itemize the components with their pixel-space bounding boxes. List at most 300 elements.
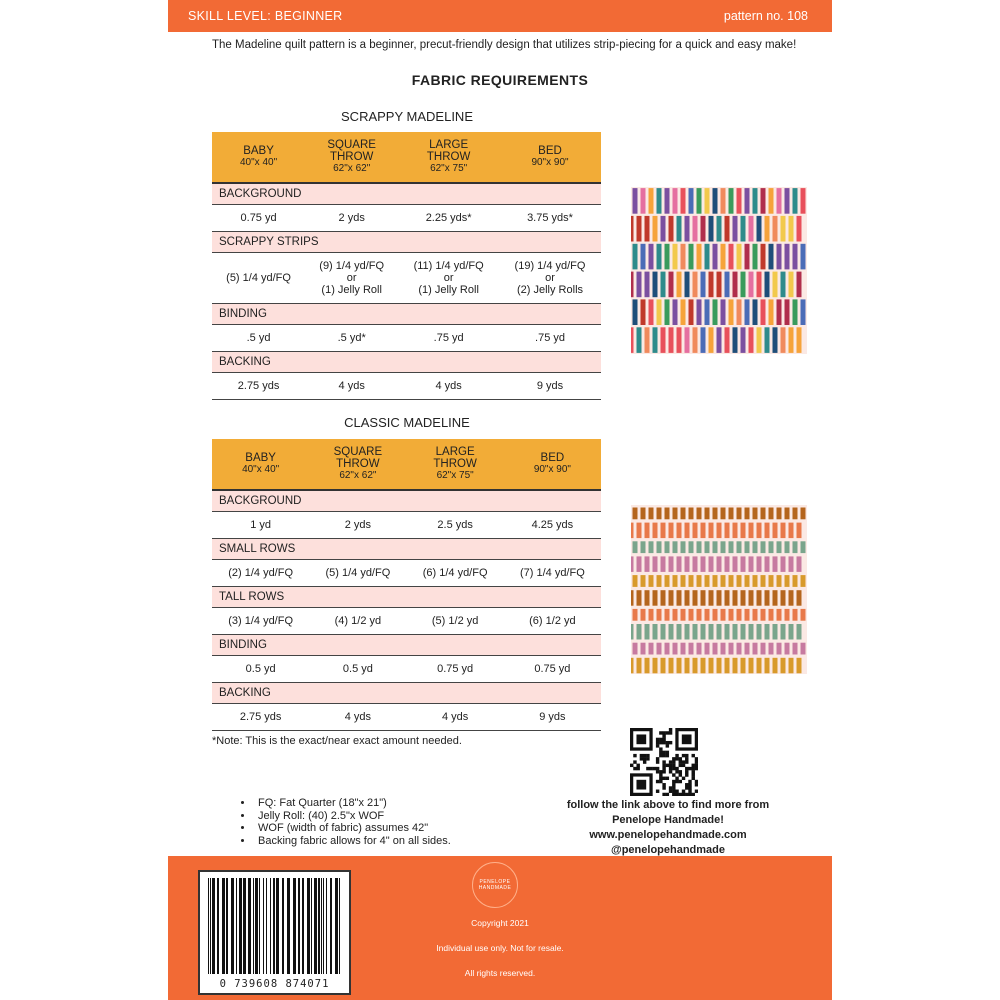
table-cell: 2.75 yds bbox=[212, 373, 305, 400]
quilt-strip bbox=[773, 556, 778, 572]
quilt-strip bbox=[781, 523, 786, 539]
quilt-strip bbox=[633, 188, 638, 214]
quilt-strip bbox=[777, 609, 782, 621]
quilt-strip bbox=[633, 609, 638, 621]
table-cell: 0.75 yd bbox=[212, 205, 305, 232]
quilt-strip bbox=[665, 299, 670, 325]
quilt-strip bbox=[705, 244, 710, 270]
qr-code-icon[interactable] bbox=[630, 728, 698, 796]
quilt-strip bbox=[753, 244, 758, 270]
quilt-strip bbox=[689, 188, 694, 214]
quilt-strip bbox=[733, 216, 738, 242]
quilt-strip bbox=[789, 272, 794, 298]
quilt-strip bbox=[765, 658, 770, 674]
table-cell: (4) 1/2 yd bbox=[309, 608, 406, 635]
quilt-strip bbox=[701, 327, 706, 353]
quilt-strip bbox=[649, 508, 654, 520]
table-cell: (2) 1/4 yd/FQ bbox=[212, 560, 309, 587]
table-cell: 4 yds bbox=[305, 373, 398, 400]
quilt-strip bbox=[765, 556, 770, 572]
quilt-strip bbox=[653, 556, 658, 572]
table-cell: 9 yds bbox=[504, 704, 601, 731]
quilt-strip bbox=[765, 216, 770, 242]
quilt-strip bbox=[657, 244, 662, 270]
classic-title: CLASSIC MADELINE bbox=[344, 415, 470, 430]
quilt-strip bbox=[669, 658, 674, 674]
quilt-strip bbox=[645, 523, 650, 539]
quilt-strip bbox=[757, 658, 762, 674]
quilt-strip bbox=[753, 299, 758, 325]
quilt-strip bbox=[765, 590, 770, 606]
quilt-strip bbox=[785, 244, 790, 270]
quilt-strip bbox=[729, 609, 734, 621]
quilt-strip bbox=[741, 556, 746, 572]
quilt-strip bbox=[725, 327, 730, 353]
column-header: BED 90"x 90" bbox=[504, 439, 601, 490]
quilt-strip bbox=[737, 508, 742, 520]
quilt-strip bbox=[793, 299, 798, 325]
quilt-strip bbox=[777, 299, 782, 325]
quilt-strip bbox=[657, 575, 662, 587]
quilt-strip bbox=[741, 590, 746, 606]
quilt-strip bbox=[637, 590, 642, 606]
table-cell: (11) 1/4 yd/FQ or (1) Jelly Roll bbox=[398, 253, 499, 304]
quilt-strip bbox=[693, 624, 698, 640]
quilt-strip bbox=[631, 523, 634, 539]
table-cell: 0.75 yd bbox=[407, 656, 504, 683]
usage-notice: Individual use only. Not for resale. bbox=[436, 943, 564, 953]
quilt-strip bbox=[645, 590, 650, 606]
quilt-strip bbox=[645, 624, 650, 640]
quilt-strip bbox=[773, 216, 778, 242]
quilt-strip bbox=[665, 508, 670, 520]
table-cell: (9) 1/4 yd/FQ or (1) Jelly Roll bbox=[305, 253, 398, 304]
quilt-strip bbox=[665, 575, 670, 587]
quilt-strip bbox=[665, 244, 670, 270]
quilt-strip bbox=[729, 541, 734, 553]
quilt-strip bbox=[637, 327, 642, 353]
definition-item: • Backing fabric allows for 4" on all sides. bbox=[254, 835, 451, 848]
quilt-strip bbox=[685, 523, 690, 539]
quilt-strip bbox=[777, 541, 782, 553]
quilt-strip bbox=[657, 643, 662, 655]
table-cell: 2 yds bbox=[305, 205, 398, 232]
table-cell: 4 yds bbox=[398, 373, 499, 400]
quilt-strip bbox=[769, 299, 774, 325]
quilt-strip bbox=[717, 272, 722, 298]
quilt-strip bbox=[669, 556, 674, 572]
quilt-strip bbox=[701, 658, 706, 674]
quilt-strip bbox=[741, 327, 746, 353]
quilt-strip bbox=[729, 299, 734, 325]
quilt-svg bbox=[631, 187, 807, 354]
quilt-strip bbox=[793, 244, 798, 270]
quilt-strip bbox=[649, 609, 654, 621]
footer-bar bbox=[168, 856, 832, 1000]
quilt-strip bbox=[801, 508, 806, 520]
quilt-strip bbox=[677, 658, 682, 674]
quilt-strip bbox=[673, 244, 678, 270]
quilt-strip bbox=[701, 556, 706, 572]
quilt-strip bbox=[757, 216, 762, 242]
quilt-strip bbox=[781, 624, 786, 640]
quilt-strip bbox=[637, 523, 642, 539]
quilt-strip bbox=[717, 523, 722, 539]
table-cell: 0.5 yd bbox=[309, 656, 406, 683]
table-cell: 2 yds bbox=[309, 512, 406, 539]
table-cell: 2.5 yds bbox=[407, 512, 504, 539]
row-label: BACKING bbox=[212, 352, 601, 373]
column-header: LARGE THROW 62"x 75" bbox=[407, 439, 504, 490]
quilt-strip bbox=[801, 541, 806, 553]
quilt-strip bbox=[693, 556, 698, 572]
quilt-strip bbox=[653, 272, 658, 298]
definition-item: • Jelly Roll: (40) 2.5"x WOF bbox=[254, 810, 451, 823]
table-cell: 0.5 yd bbox=[212, 656, 309, 683]
quilt-strip bbox=[785, 508, 790, 520]
quilt-strip bbox=[769, 609, 774, 621]
quilt-strip bbox=[737, 244, 742, 270]
row-label: SMALL ROWS bbox=[212, 539, 601, 560]
quilt-strip bbox=[681, 575, 686, 587]
note-text: *Note: This is the exact/near exact amount needed. bbox=[212, 735, 462, 747]
scrappy-title: SCRAPPY MADELINE bbox=[341, 109, 473, 124]
quilt-strip bbox=[633, 244, 638, 270]
quilt-strip bbox=[745, 643, 750, 655]
quilt-strip bbox=[769, 188, 774, 214]
quilt-strip bbox=[801, 188, 806, 214]
quilt-strip bbox=[729, 508, 734, 520]
quilt-strip bbox=[749, 327, 754, 353]
column-header: BABY 40"x 40" bbox=[212, 132, 305, 183]
quilt-strip bbox=[657, 541, 662, 553]
quilt-strip bbox=[733, 556, 738, 572]
quilt-strip bbox=[717, 556, 722, 572]
column-header: BABY 40"x 40" bbox=[212, 439, 309, 490]
quilt-strip bbox=[725, 523, 730, 539]
social-handle[interactable]: @penelopehandmade bbox=[610, 844, 726, 856]
quilt-strip bbox=[797, 624, 802, 640]
quilt-strip bbox=[685, 556, 690, 572]
row-label: BINDING bbox=[212, 304, 601, 325]
quilt-strip bbox=[689, 643, 694, 655]
quilt-strip bbox=[677, 590, 682, 606]
quilt-strip bbox=[705, 508, 710, 520]
quilt-strip bbox=[661, 216, 666, 242]
quilt-strip bbox=[725, 556, 730, 572]
quilt-strip bbox=[769, 244, 774, 270]
quilt-strip bbox=[733, 272, 738, 298]
quilt-strip bbox=[729, 188, 734, 214]
quilt-strip bbox=[701, 216, 706, 242]
quilt-strip bbox=[769, 575, 774, 587]
quilt-strip bbox=[713, 541, 718, 553]
quilt-strip bbox=[781, 216, 786, 242]
quilt-strip bbox=[665, 643, 670, 655]
quilt-strip bbox=[645, 272, 650, 298]
quilt-strip bbox=[713, 299, 718, 325]
quilt-strip bbox=[757, 624, 762, 640]
quilt-strip bbox=[693, 590, 698, 606]
quilt-strip bbox=[689, 299, 694, 325]
row-label: TALL ROWS bbox=[212, 587, 601, 608]
table-cell: 4 yds bbox=[407, 704, 504, 731]
quilt-strip bbox=[773, 590, 778, 606]
quilt-strip bbox=[737, 541, 742, 553]
quilt-strip bbox=[737, 188, 742, 214]
quilt-strip bbox=[749, 556, 754, 572]
quilt-strip bbox=[631, 590, 634, 606]
quilt-strip bbox=[697, 575, 702, 587]
quilt-strip bbox=[633, 508, 638, 520]
quilt-strip bbox=[697, 299, 702, 325]
quilt-strip bbox=[685, 272, 690, 298]
quilt-strip bbox=[721, 188, 726, 214]
table-cell: .5 yd bbox=[212, 325, 305, 352]
table-cell: (6) 1/2 yd bbox=[504, 608, 601, 635]
quilt-strip bbox=[733, 658, 738, 674]
quilt-strip bbox=[637, 556, 642, 572]
quilt-strip bbox=[681, 244, 686, 270]
classic-quilt-image bbox=[631, 505, 807, 674]
quilt-strip bbox=[709, 624, 714, 640]
quilt-strip bbox=[773, 272, 778, 298]
quilt-strip bbox=[745, 299, 750, 325]
quilt-strip bbox=[665, 609, 670, 621]
quilt-strip bbox=[793, 188, 798, 214]
quilt-strip bbox=[669, 327, 674, 353]
quilt-strip bbox=[793, 541, 798, 553]
quilt-strip bbox=[761, 609, 766, 621]
quilt-strip bbox=[649, 643, 654, 655]
quilt-strip bbox=[677, 523, 682, 539]
quilt-strip bbox=[801, 643, 806, 655]
quilt-strip bbox=[801, 244, 806, 270]
quilt-strip bbox=[773, 624, 778, 640]
table-cell: (5) 1/4 yd/FQ bbox=[309, 560, 406, 587]
quilt-strip bbox=[801, 575, 806, 587]
quilt-strip bbox=[797, 327, 802, 353]
quilt-strip bbox=[689, 609, 694, 621]
quilt-strip bbox=[777, 188, 782, 214]
quilt-strip bbox=[705, 643, 710, 655]
quilt-strip bbox=[661, 556, 666, 572]
quilt-strip bbox=[653, 216, 658, 242]
table-cell: (19) 1/4 yd/FQ or (2) Jelly Rolls bbox=[499, 253, 601, 304]
quilt-strip bbox=[745, 609, 750, 621]
table-cell: 1 yd bbox=[212, 512, 309, 539]
barcode bbox=[198, 870, 351, 995]
table-cell: (7) 1/4 yd/FQ bbox=[504, 560, 601, 587]
quilt-strip bbox=[705, 541, 710, 553]
quilt-strip bbox=[761, 188, 766, 214]
quilt-strip bbox=[721, 643, 726, 655]
quilt-strip bbox=[693, 523, 698, 539]
quilt-strip bbox=[741, 216, 746, 242]
table-cell: 3.75 yds* bbox=[499, 205, 601, 232]
row-label: BACKGROUND bbox=[212, 183, 601, 205]
quilt-strip bbox=[717, 216, 722, 242]
quilt-strip bbox=[745, 575, 750, 587]
quilt-strip bbox=[653, 327, 658, 353]
quilt-strip bbox=[631, 272, 634, 298]
quilt-strip bbox=[761, 508, 766, 520]
quilt-strip bbox=[789, 556, 794, 572]
column-header: LARGE THROW 62"x 75" bbox=[398, 132, 499, 183]
quilt-strip bbox=[773, 327, 778, 353]
quilt-strip bbox=[717, 658, 722, 674]
quilt-strip bbox=[793, 609, 798, 621]
quilt-strip bbox=[733, 624, 738, 640]
quilt-strip bbox=[737, 575, 742, 587]
quilt-strip bbox=[693, 216, 698, 242]
quilt-strip bbox=[657, 609, 662, 621]
quilt-strip bbox=[741, 523, 746, 539]
quilt-strip bbox=[637, 272, 642, 298]
quilt-strip bbox=[749, 590, 754, 606]
quilt-strip bbox=[745, 244, 750, 270]
quilt-strip bbox=[749, 658, 754, 674]
quilt-strip bbox=[741, 272, 746, 298]
quilt-strip bbox=[749, 624, 754, 640]
table-cell: 0.75 yd bbox=[504, 656, 601, 683]
quilt-strip bbox=[713, 508, 718, 520]
quilt-strip bbox=[631, 327, 634, 353]
quilt-strip bbox=[681, 541, 686, 553]
quilt-strip bbox=[669, 590, 674, 606]
quilt-strip bbox=[733, 327, 738, 353]
quilt-strip bbox=[641, 188, 646, 214]
row-label: BINDING bbox=[212, 635, 601, 656]
quilt-strip bbox=[641, 299, 646, 325]
quilt-strip bbox=[765, 523, 770, 539]
quilt-strip bbox=[725, 216, 730, 242]
quilt-strip bbox=[681, 188, 686, 214]
quilt-strip bbox=[713, 188, 718, 214]
quilt-strip bbox=[721, 508, 726, 520]
definitions-list bbox=[226, 797, 451, 847]
quilt-strip bbox=[781, 590, 786, 606]
quilt-strip bbox=[753, 609, 758, 621]
quilt-strip bbox=[801, 609, 806, 621]
quilt-strip bbox=[789, 624, 794, 640]
quilt-strip bbox=[757, 523, 762, 539]
quilt-strip bbox=[741, 658, 746, 674]
quilt-strip bbox=[681, 643, 686, 655]
quilt-strip bbox=[785, 643, 790, 655]
quilt-strip bbox=[737, 643, 742, 655]
quilt-strip bbox=[709, 523, 714, 539]
quilt-strip bbox=[789, 523, 794, 539]
quilt-strip bbox=[697, 541, 702, 553]
table-cell: 4 yds bbox=[309, 704, 406, 731]
quilt-strip bbox=[633, 541, 638, 553]
quilt-strip bbox=[661, 272, 666, 298]
table-cell: .75 yd bbox=[499, 325, 601, 352]
quilt-strip bbox=[661, 327, 666, 353]
table-cell: (6) 1/4 yd/FQ bbox=[407, 560, 504, 587]
quilt-strip bbox=[649, 541, 654, 553]
quilt-strip bbox=[789, 327, 794, 353]
quilt-strip bbox=[753, 541, 758, 553]
quilt-strip bbox=[761, 244, 766, 270]
column-header: SQUARE THROW 62"x 62" bbox=[309, 439, 406, 490]
quilt-strip bbox=[709, 556, 714, 572]
quilt-strip bbox=[777, 508, 782, 520]
quilt-strip bbox=[649, 188, 654, 214]
table-cell: .5 yd* bbox=[305, 325, 398, 352]
quilt-strip bbox=[637, 216, 642, 242]
quilt-svg bbox=[631, 505, 807, 674]
quilt-strip bbox=[721, 575, 726, 587]
table-cell: 9 yds bbox=[499, 373, 601, 400]
quilt-strip bbox=[701, 272, 706, 298]
quilt-strip bbox=[677, 216, 682, 242]
quilt-strip bbox=[641, 643, 646, 655]
quilt-strip bbox=[653, 523, 658, 539]
quilt-strip bbox=[765, 624, 770, 640]
pattern-back-cover bbox=[168, 0, 832, 1000]
quilt-strip bbox=[641, 541, 646, 553]
quilt-strip bbox=[681, 299, 686, 325]
quilt-strip bbox=[685, 624, 690, 640]
quilt-strip bbox=[685, 590, 690, 606]
table-cell: 4.25 yds bbox=[504, 512, 601, 539]
table-cell: 2.25 yds* bbox=[398, 205, 499, 232]
quilt-strip bbox=[677, 327, 682, 353]
quilt-strip bbox=[669, 624, 674, 640]
quilt-strip bbox=[729, 575, 734, 587]
quilt-strip bbox=[753, 508, 758, 520]
quilt-strip bbox=[673, 508, 678, 520]
quilt-strip bbox=[673, 609, 678, 621]
quilt-strip bbox=[637, 658, 642, 674]
quilt-strip bbox=[645, 556, 650, 572]
quilt-strip bbox=[697, 508, 702, 520]
quilt-strip bbox=[631, 216, 634, 242]
quilt-strip bbox=[757, 272, 762, 298]
quilt-strip bbox=[725, 658, 730, 674]
quilt-strip bbox=[653, 590, 658, 606]
quilt-strip bbox=[797, 216, 802, 242]
quilt-strip bbox=[797, 658, 802, 674]
quilt-strip bbox=[637, 624, 642, 640]
quilt-strip bbox=[769, 541, 774, 553]
quilt-strip bbox=[641, 244, 646, 270]
table-cell: (3) 1/4 yd/FQ bbox=[212, 608, 309, 635]
quilt-strip bbox=[631, 624, 634, 640]
quilt-strip bbox=[645, 216, 650, 242]
quilt-strip bbox=[665, 541, 670, 553]
table-cell: (5) 1/2 yd bbox=[407, 608, 504, 635]
quilt-strip bbox=[701, 523, 706, 539]
quilt-strip bbox=[789, 658, 794, 674]
quilt-strip bbox=[631, 658, 634, 674]
quilt-strip bbox=[721, 299, 726, 325]
follow-line-2: Penelope Handmade! bbox=[612, 814, 724, 826]
classic-requirements-table bbox=[212, 439, 601, 731]
quilt-strip bbox=[745, 188, 750, 214]
quilt-strip bbox=[765, 272, 770, 298]
quilt-strip bbox=[773, 658, 778, 674]
follow-info bbox=[528, 798, 808, 858]
website-link[interactable]: www.penelopehandmade.com bbox=[589, 829, 747, 841]
pattern-number: pattern no. 108 bbox=[723, 9, 808, 23]
quilt-strip bbox=[633, 575, 638, 587]
quilt-strip bbox=[677, 624, 682, 640]
skill-level: SKILL LEVEL: BEGINNER bbox=[188, 9, 343, 23]
quilt-strip bbox=[797, 272, 802, 298]
